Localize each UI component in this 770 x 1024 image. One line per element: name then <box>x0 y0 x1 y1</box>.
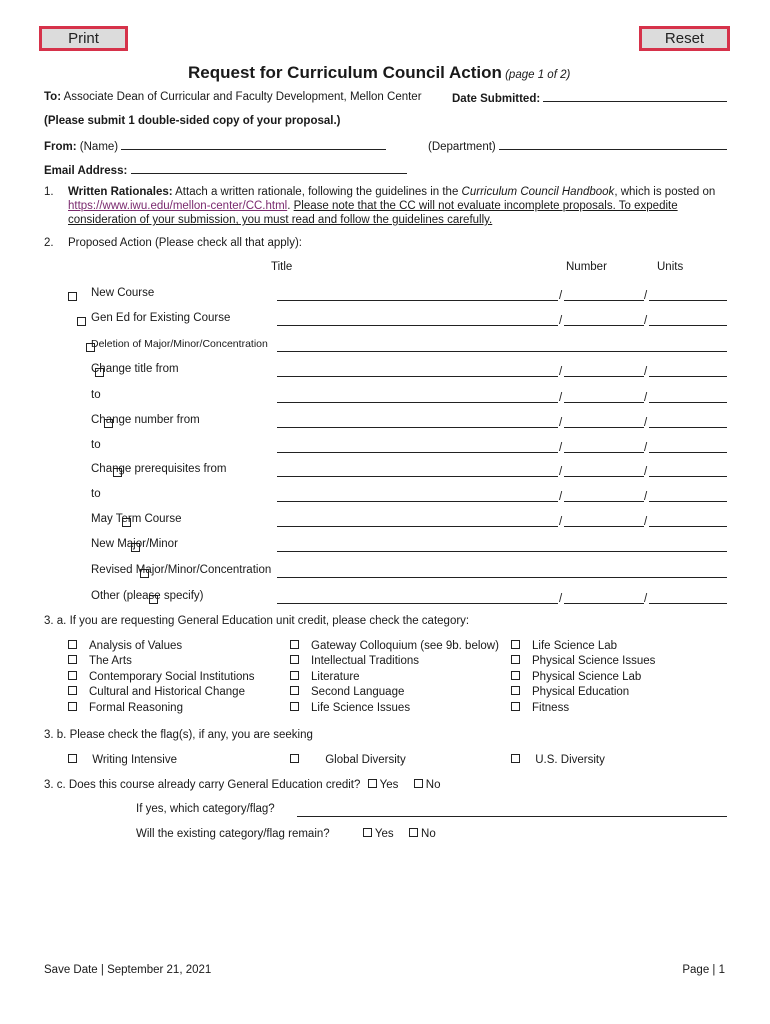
slash-divider: / <box>644 466 648 478</box>
department-label: (Department) <box>428 141 496 153</box>
gened-category[interactable] <box>290 671 360 683</box>
title-field[interactable] <box>277 390 558 403</box>
action-fields <box>277 488 727 502</box>
action-checkbox[interactable] <box>68 292 77 301</box>
page-title-wrap <box>188 63 570 83</box>
section-3c-line <box>44 779 440 791</box>
gened-category[interactable] <box>290 686 404 698</box>
reset-button-label: Reset <box>664 30 705 47</box>
remain-yes-checkbox[interactable] <box>363 828 372 837</box>
checkbox[interactable] <box>290 640 299 649</box>
units-field[interactable] <box>649 313 727 326</box>
flag-writing[interactable] <box>68 754 177 766</box>
checkbox[interactable] <box>511 640 520 649</box>
title-field[interactable] <box>277 489 558 502</box>
name-field[interactable] <box>121 139 386 150</box>
column-title: Title <box>271 261 293 273</box>
action-label: May Term Course <box>91 513 182 525</box>
slash-divider: / <box>559 417 563 429</box>
slash-divider: / <box>559 516 563 528</box>
title-field[interactable] <box>277 339 727 352</box>
item1-line2: https://www.iwu.edu/mellon-center/CC.html. Please note that the CC will not evaluate incomplete proposals. To expedite <box>68 200 678 212</box>
flag-label: U.S. Diversity <box>535 754 605 766</box>
checkbox[interactable] <box>290 686 299 695</box>
checkbox[interactable] <box>290 702 299 711</box>
units-field[interactable] <box>649 440 727 453</box>
checkbox[interactable] <box>68 754 77 763</box>
column-units: Units <box>657 261 684 273</box>
number-field[interactable] <box>564 313 644 326</box>
gened-category-label: Intellectual Traditions <box>311 655 420 667</box>
handbook-link[interactable]: https://www.iwu.edu/mellon-center/CC.html <box>68 200 288 212</box>
flag-global[interactable] <box>290 754 406 766</box>
date-submitted <box>452 91 727 105</box>
no-label: No <box>425 779 441 791</box>
action-fields <box>277 538 727 552</box>
item1-underlined1: Please note that the CC will not evaluate incomplete proposals. To expedite <box>293 200 678 212</box>
yes-label: Yes <box>379 779 399 791</box>
from-label: From: <box>44 141 77 153</box>
department-field[interactable] <box>499 139 727 150</box>
item1-bold: Written Rationales: <box>68 186 173 198</box>
slash-divider: / <box>644 315 648 327</box>
action-label: Change prerequisites from <box>91 463 227 475</box>
units-field[interactable] <box>649 288 727 301</box>
gened-category-label: Physical Science Issues <box>532 655 656 667</box>
checkbox[interactable] <box>511 702 520 711</box>
title-field[interactable] <box>277 313 558 326</box>
units-field[interactable] <box>649 390 727 403</box>
slash-divider: / <box>644 392 648 404</box>
units-field[interactable] <box>649 514 727 527</box>
action-label: to <box>91 488 101 500</box>
print-button[interactable] <box>39 26 128 51</box>
slash-divider: / <box>559 442 563 454</box>
slash-divider: / <box>559 392 563 404</box>
checkbox[interactable] <box>511 671 520 680</box>
action-label: Gen Ed for Existing Course <box>91 312 231 324</box>
yes-checkbox[interactable] <box>368 779 377 788</box>
flag-label: Writing Intensive <box>92 754 177 766</box>
title-field[interactable] <box>277 415 558 428</box>
title-field[interactable] <box>277 364 558 377</box>
number-field[interactable] <box>564 489 644 502</box>
remain-no-checkbox[interactable] <box>409 828 418 837</box>
gened-category[interactable] <box>68 702 183 714</box>
item1-number: 1. <box>44 186 54 198</box>
number-field[interactable] <box>564 464 644 477</box>
checkbox[interactable] <box>68 671 77 680</box>
units-field[interactable] <box>649 364 727 377</box>
slash-divider: / <box>644 290 648 302</box>
column-number: Number <box>566 261 607 273</box>
page-note: (page 1 of 2) <box>505 69 571 81</box>
date-label: Date Submitted: <box>452 93 541 105</box>
action-fields <box>277 389 727 403</box>
gened-category[interactable] <box>511 671 641 683</box>
gened-category[interactable] <box>290 702 410 714</box>
gened-category[interactable] <box>511 640 617 652</box>
section-3b-text: 3. b. Please check the flag(s), if any, you are seeking <box>44 729 313 741</box>
title-field[interactable] <box>277 539 727 552</box>
gened-category[interactable] <box>511 686 629 698</box>
remain-yes-label: Yes <box>374 828 394 840</box>
slash-divider: / <box>559 290 563 302</box>
gened-category-label: Second Language <box>311 686 405 698</box>
action-fields <box>277 338 727 352</box>
action-label: Deletion of Major/Minor/Concentration <box>91 338 268 350</box>
title-field[interactable] <box>277 440 558 453</box>
no-checkbox[interactable] <box>414 779 423 788</box>
gened-category[interactable] <box>290 655 419 667</box>
gened-category[interactable] <box>68 640 182 652</box>
title-field[interactable] <box>277 514 558 527</box>
print-button-label: Print <box>68 30 99 47</box>
checkbox[interactable] <box>68 655 77 664</box>
action-fields <box>277 590 727 604</box>
checkbox[interactable] <box>68 686 77 695</box>
slash-divider: / <box>644 417 648 429</box>
action-fields <box>277 363 727 377</box>
remain-no-label: No <box>421 828 436 840</box>
action-fields <box>277 439 727 453</box>
title-field[interactable] <box>277 288 558 301</box>
to-line <box>44 91 422 103</box>
slash-divider: / <box>644 491 648 503</box>
section-3a-text: 3. a. If you are requesting General Education unit credit, please check the category: <box>44 615 470 627</box>
submit-note: (Please submit 1 double-sided copy of your proposal.) <box>44 115 341 127</box>
gened-category[interactable] <box>511 655 655 667</box>
gened-category-label: Analysis of Values <box>89 640 183 652</box>
section-3c-text: 3. c. Does this course already carry General Education credit? <box>44 779 361 791</box>
action-checkbox[interactable] <box>77 317 86 326</box>
which-label: If yes, which category/flag? <box>136 803 275 815</box>
gened-category-label: Life Science Lab <box>532 640 618 652</box>
checkbox[interactable] <box>290 655 299 664</box>
department-line <box>428 139 727 153</box>
flag-label: Global Diversity <box>325 754 406 766</box>
checkbox[interactable] <box>68 640 77 649</box>
email-line <box>44 163 407 177</box>
action-label: Change title from <box>91 363 179 375</box>
number-field[interactable] <box>564 288 644 301</box>
gened-category[interactable] <box>290 640 499 652</box>
action-label: New Course <box>91 287 155 299</box>
slash-divider: / <box>644 366 648 378</box>
action-fields <box>277 287 727 301</box>
item2-text: Proposed Action (Please check all that apply): <box>68 237 302 249</box>
gened-category[interactable] <box>68 655 132 667</box>
slash-divider: / <box>644 442 648 454</box>
action-label: Change number from <box>91 414 200 426</box>
page-number: Page | 1 <box>682 964 725 976</box>
number-field[interactable] <box>564 415 644 428</box>
gened-category-label: Cultural and Historical Change <box>89 686 245 698</box>
title-field[interactable] <box>277 565 727 578</box>
checkbox[interactable] <box>511 686 520 695</box>
gened-category-label: Gateway Colloquium (see 9b. below) <box>311 640 499 652</box>
to-label: To: <box>44 91 62 103</box>
handbook-title: Curriculum Council Handbook <box>461 186 615 198</box>
action-label: to <box>91 439 101 451</box>
gened-category-label: Formal Reasoning <box>89 702 183 714</box>
action-fields <box>277 414 727 428</box>
item2-number: 2. <box>44 237 54 249</box>
action-label: Revised Major/Minor/Concentration <box>91 564 272 576</box>
number-field[interactable] <box>564 390 644 403</box>
number-field[interactable] <box>564 364 644 377</box>
action-fields <box>277 564 727 578</box>
checkbox[interactable] <box>290 671 299 680</box>
email-field[interactable] <box>131 163 407 174</box>
page-title: Request for Curriculum Council Action <box>188 63 502 82</box>
flag-us[interactable] <box>511 754 605 766</box>
slash-divider: / <box>559 491 563 503</box>
number-field[interactable] <box>564 514 644 527</box>
to-value: Associate Dean of Curricular and Faculty Development, Mellon Center <box>63 91 422 103</box>
gened-category[interactable] <box>511 702 569 714</box>
action-label: New Major/Minor <box>91 538 178 550</box>
number-field[interactable] <box>564 591 644 604</box>
item1-text2: , which is posted on <box>614 186 716 198</box>
slash-divider: / <box>559 366 563 378</box>
slash-divider: / <box>559 593 563 605</box>
remain-label: Will the existing category/flag remain? <box>136 828 330 840</box>
checkbox[interactable] <box>68 702 77 711</box>
number-field[interactable] <box>564 440 644 453</box>
remain-line <box>136 828 436 840</box>
gened-category-label: Life Science Issues <box>311 702 411 714</box>
action-label: Other (please specify) <box>91 590 204 602</box>
action-fields <box>277 463 727 477</box>
title-field[interactable] <box>277 591 558 604</box>
save-date: Save Date | September 21, 2021 <box>44 964 212 976</box>
checkbox[interactable] <box>290 754 299 763</box>
gened-category-label: Fitness <box>532 702 570 714</box>
units-field[interactable] <box>649 464 727 477</box>
units-field[interactable] <box>649 415 727 428</box>
gened-category[interactable] <box>68 671 255 683</box>
action-label: to <box>91 389 101 401</box>
units-field[interactable] <box>649 591 727 604</box>
slash-divider: / <box>644 516 648 528</box>
gened-category[interactable] <box>68 686 245 698</box>
reset-button[interactable] <box>639 26 730 51</box>
gened-category-label: Physical Education <box>532 686 630 698</box>
gened-category-label: Contemporary Social Institutions <box>89 671 255 683</box>
name-label: (Name) <box>79 141 119 153</box>
item1-line1 <box>68 186 715 198</box>
title-field[interactable] <box>277 464 558 477</box>
checkbox[interactable] <box>511 754 520 763</box>
gened-category-label: Physical Science Lab <box>532 671 642 683</box>
item1-underlined2: consideration of your submission, you must read and follow the guidelines carefully. <box>68 214 493 226</box>
slash-divider: / <box>559 315 563 327</box>
units-field[interactable] <box>649 489 727 502</box>
slash-divider: / <box>559 466 563 478</box>
which-field[interactable] <box>297 803 727 817</box>
email-label: Email Address: <box>44 165 128 177</box>
checkbox[interactable] <box>511 655 520 664</box>
action-fields <box>277 513 727 527</box>
from-line <box>44 139 386 153</box>
gened-category-label: The Arts <box>89 655 132 667</box>
action-fields <box>277 312 727 326</box>
item1-text1: Attach a written rationale, following the guidelines in the <box>175 186 459 198</box>
date-field[interactable] <box>543 91 727 102</box>
slash-divider: / <box>644 593 648 605</box>
gened-category-label: Literature <box>311 671 360 683</box>
